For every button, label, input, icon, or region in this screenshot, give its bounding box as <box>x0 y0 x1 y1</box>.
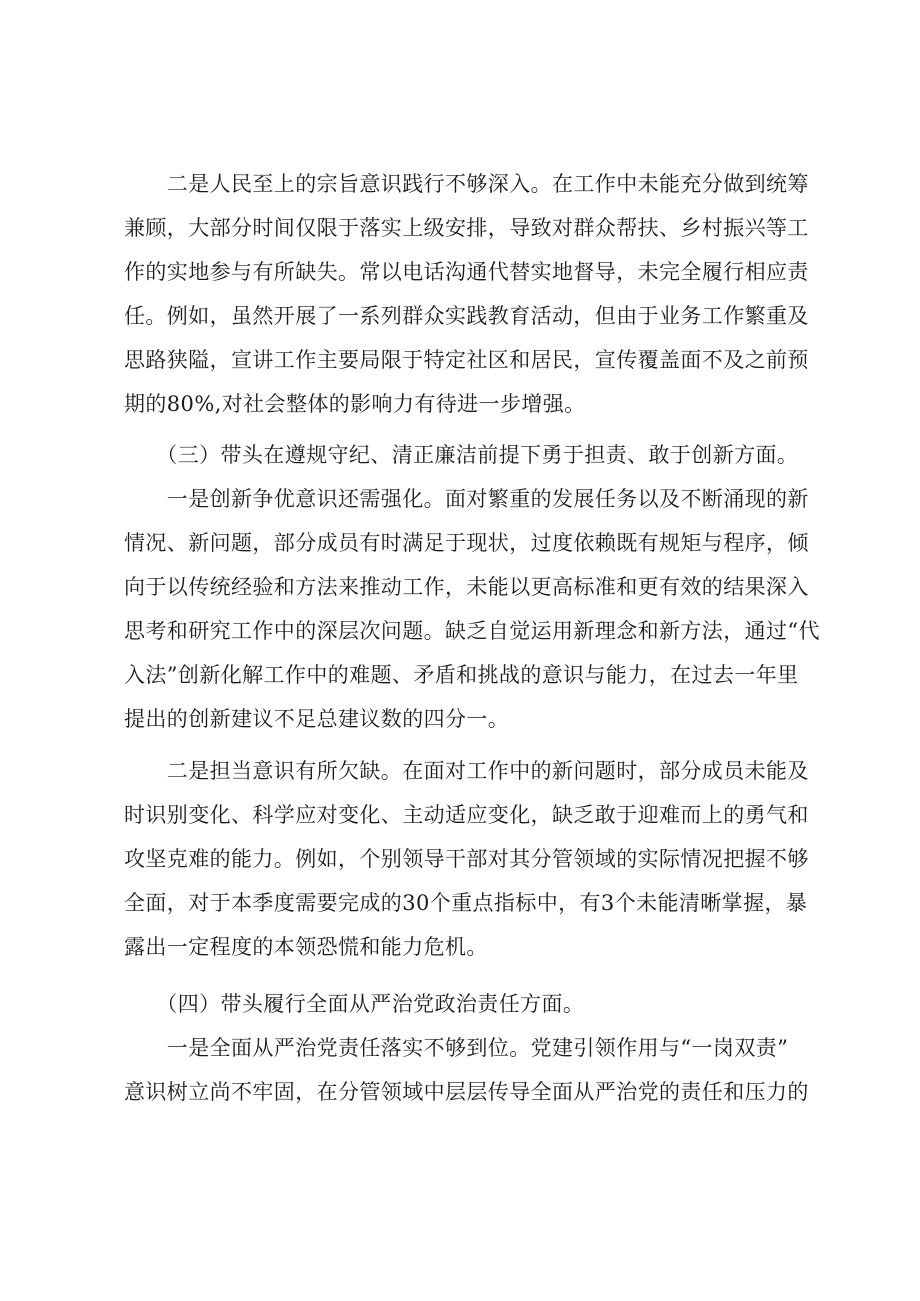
section-heading: （四）带头履行全面从严治党政治责任方面。 <box>124 992 585 1016</box>
text-line: 兼顾，大部分时间仅限于落实上级安排，导致对群众帮扶、乡村振兴等工 <box>124 216 809 240</box>
text-line: 二是人民至上的宗旨意识践行不够深入。在工作中未能充分做到统筹 <box>124 172 809 196</box>
text-line: 期的80%,对社会整体的影响力有待进一步增强。 <box>124 392 586 416</box>
section-heading: （三）带头在遵规守纪、清正廉洁前提下勇于担责、敢于创新方面。 <box>124 443 799 467</box>
text-line: 向于以传统经验和方法来推动工作，未能以更高标准和更有效的结果深入 <box>124 575 809 599</box>
text-line: 露出一定程度的本领恐慌和能力危机。 <box>124 935 488 959</box>
text-line: 时识别变化、科学应对变化、主动适应变化，缺乏敢于迎难而上的勇气和 <box>124 803 809 827</box>
text-line: 攻坚克难的能力。例如，个别领导干部对其分管领域的实际情况把握不够 <box>124 847 809 871</box>
text-line: 一是创新争优意识还需强化。面对繁重的发展任务以及不断涌现的新 <box>124 487 809 511</box>
text-line: 思路狭隘，宣讲工作主要局限于特定社区和居民，宣传覆盖面不及之前预 <box>124 348 809 372</box>
text-line: 提出的创新建议不足总建议数的四分一。 <box>124 707 510 731</box>
text-line: 思考和研究工作中的深层次问题。缺乏自觉运用新理念和新方法，通过“代 <box>124 619 820 643</box>
text-line: 任。例如，虽然开展了一系列群众实践教育活动，但由于业务工作繁重及 <box>124 304 809 328</box>
text-line: 意识树立尚不牢固，在分管领域中层层传导全面从严治党的责任和压力的 <box>124 1080 809 1104</box>
text-line: 一是全面从严治党责任落实不够到位。党建引领作用与“一岗双责” <box>124 1036 789 1060</box>
text-line: 入法”创新化解工作中的难题、矛盾和挑战的意识与能力，在过去一年里 <box>124 663 799 687</box>
text-line: 作的实地参与有所缺失。常以电话沟通代替实地督导，未完全履行相应责 <box>124 260 809 284</box>
text-line: 全面，对于本季度需要完成的30个重点指标中，有3个未能清晰掌握，暴 <box>124 891 808 915</box>
text-line: 二是担当意识有所欠缺。在面对工作中的新问题时，部分成员未能及 <box>124 759 809 783</box>
text-line: 情况、新问题，部分成员有时满足于现状，过度依赖既有规矩与程序，倾 <box>124 531 809 555</box>
